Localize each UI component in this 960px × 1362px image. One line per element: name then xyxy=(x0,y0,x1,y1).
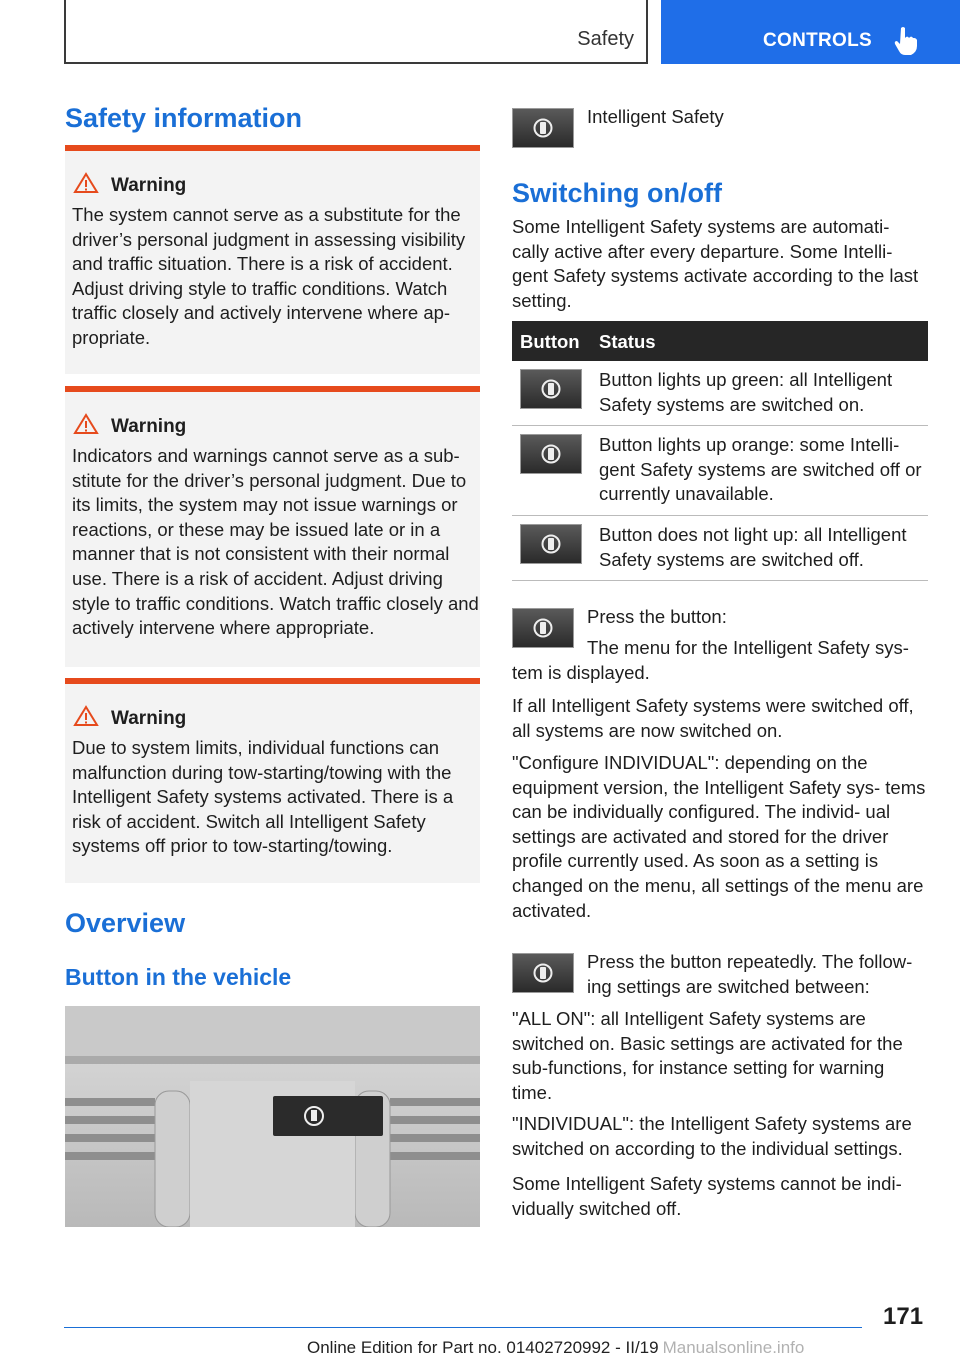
hand-pointer-icon xyxy=(893,26,921,56)
safety-information-title: Safety information xyxy=(65,103,303,133)
warning-title: Warning xyxy=(111,708,187,729)
warning-title: Warning xyxy=(111,416,187,437)
table-row xyxy=(512,361,928,426)
press-button-text: Press the button: xyxy=(587,606,727,627)
warning-box-1 xyxy=(65,145,480,374)
warning-body: Due to system limits, individual functions can malfunction during tow-starting/towing with the Intelligent Safety systems activated. There is a risk of accident. Switch all Intelligent Safety systems off prior to tow-starting/towing. xyxy=(72,737,454,857)
header-section: Safety xyxy=(577,28,634,50)
paragraph: If all Intelligent Safety systems were switched off, all systems are now switched on. xyxy=(512,695,914,741)
status-text: Button lights up green: all Intelligent Safety systems are switched on. xyxy=(599,369,893,415)
warning-body: Indicators and warnings cannot serve as a sub‐ stitute for the driver’s personal judgment. Due to its limits, the system may not issue warnings or reactions, or these may be issued late or in a manner that is not consistent with their normal use. There is a risk of accident. Adjust driving style to traffic conditions. Watch traffic closely and actively intervene where appropriate. xyxy=(72,445,479,639)
button-icon xyxy=(520,434,582,474)
warning-box-3 xyxy=(65,678,480,883)
footer-edition: Online Edition for Part no. 01402720992 - II/19 Manualsonline.info xyxy=(307,1338,805,1357)
column-header-status: Status xyxy=(599,331,656,352)
table-row xyxy=(512,426,928,516)
status-text: Button lights up orange: some Intelli‐ gent Safety systems are switched off or currently unavailable. xyxy=(599,434,922,505)
status-text: Button does not light up: all Intelligent Safety systems are switched off. xyxy=(599,524,907,570)
button-in-vehicle-title: Button in the vehicle xyxy=(65,964,292,990)
overview-title: Overview xyxy=(65,908,186,938)
paragraph: "INDIVIDUAL": the Intelligent Safety systems are switched on according to the individual settings. xyxy=(512,1113,912,1159)
switching-intro: Some Intelligent Safety systems are automati‐ cally active after every departure. Some Intelli‐ gent Safety systems activate according to the last setting. xyxy=(512,216,919,311)
paragraph: "Configure INDIVIDUAL": depending on the equipment version, the Intelligent Safety sys‐ tems can be individually configured. The individ‐ ual settings are activated and stored for the driver profile currently used. As soon as a setting is changed on the menu, all settings of the menu are activated. xyxy=(512,752,926,921)
table-row xyxy=(512,516,928,581)
warning-triangle-icon xyxy=(73,705,99,727)
header-section-box xyxy=(64,0,648,64)
page-number: 171 xyxy=(883,1303,924,1330)
table-header-row xyxy=(512,321,928,361)
press-button-result-cont: tem is displayed. xyxy=(512,662,650,683)
watermark: Manualsonline.info xyxy=(662,1338,805,1357)
warning-triangle-icon xyxy=(73,413,99,435)
paragraph: "ALL ON": all Intelligent Safety systems are switched on. Basic settings are activated for the sub-functions, for instance setting for warning time. xyxy=(512,1008,903,1103)
paragraph: Some Intelligent Safety systems cannot be indi‐ vidually switched off. xyxy=(512,1173,902,1219)
warning-body: The system cannot serve as a substitute for the driver’s personal judgment in assessing visibility and traffic situation. There is a risk of accident. Adjust driving style to traffic conditions. Watch traffic closely and actively intervene where ap‐ propriate. xyxy=(72,204,466,348)
intelligent-safety-button-icon xyxy=(512,108,574,148)
press-button-result: The menu for the Intelligent Safety sys‐ xyxy=(587,637,909,658)
header-chapter: CONTROLS xyxy=(763,30,873,51)
switching-title: Switching on/off xyxy=(512,178,722,208)
press-repeatedly-text: Press the button repeatedly. The follow‐ ing settings are switched between: xyxy=(587,951,913,997)
column-header-button: Button xyxy=(520,331,580,352)
footer-divider xyxy=(64,1327,862,1328)
warning-box-2 xyxy=(65,386,480,667)
warning-title: Warning xyxy=(111,175,187,196)
vehicle-button-photo xyxy=(65,1006,480,1227)
intelligent-safety-button-icon xyxy=(512,953,574,993)
warning-triangle-icon xyxy=(73,172,99,194)
intelligent-safety-button-icon xyxy=(512,608,574,648)
status-table xyxy=(512,321,928,581)
button-icon xyxy=(520,369,582,409)
button-icon xyxy=(520,524,582,564)
intelligent-safety-caption: Intelligent Safety xyxy=(587,106,724,127)
